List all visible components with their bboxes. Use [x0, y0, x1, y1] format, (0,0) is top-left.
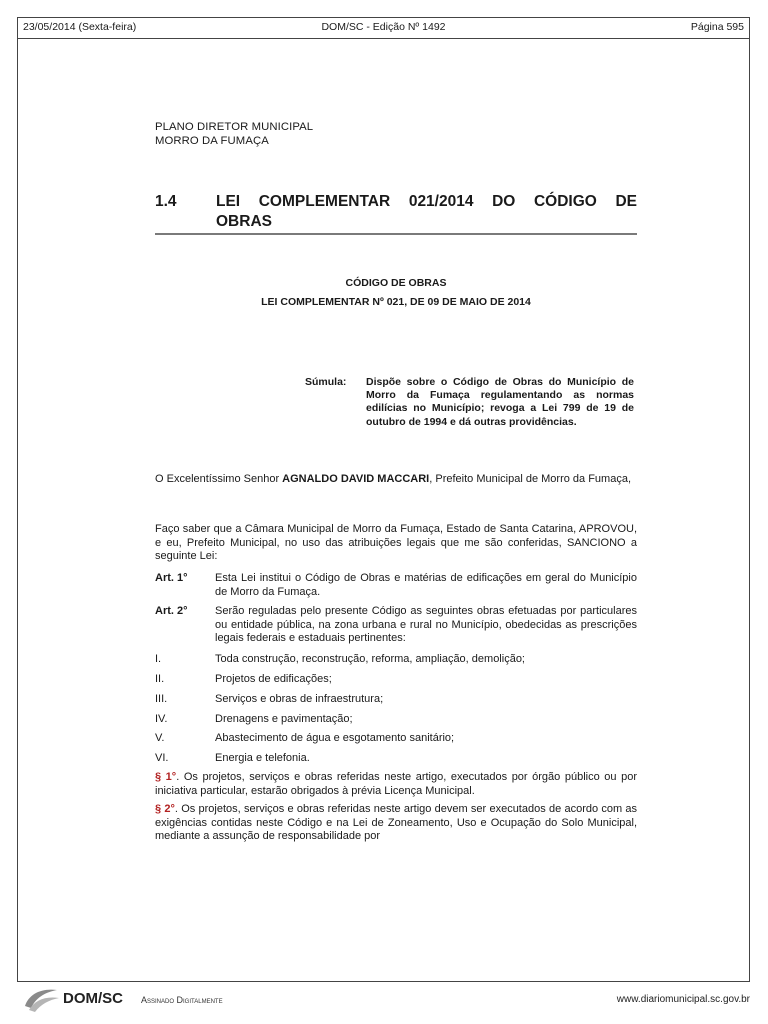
- enactment-paragraph: Faço saber que a Câmara Municipal de Morro da Fumaça, Estado de Santa Catarina, APROVOU, e eu, Prefeito Municipal, no uso das atribuições legais que me são conferidas, SANCIONO a seguinte Lei:: [155, 523, 637, 562]
- list-item: [155, 653, 637, 667]
- preheader-line-2: MORRO DA FUMAÇA: [155, 135, 269, 147]
- dom-logo-icon: [23, 986, 61, 1012]
- list-item: [155, 693, 637, 707]
- article-1: [155, 572, 637, 599]
- list-item-text: Toda construção, reconstrução, reforma, ampliação, demolição;: [215, 653, 525, 665]
- section-divider: [155, 233, 637, 235]
- preheader-line-1: PLANO DIRETOR MUNICIPAL: [155, 121, 314, 133]
- article-1-label: Art. 1°: [155, 572, 188, 584]
- section-number: 1.4: [155, 193, 177, 210]
- intro-paragraph: [155, 473, 637, 487]
- list-item-text: Drenagens e pavimentação;: [215, 713, 353, 725]
- list-item-text: Serviços e obras de infraestrutura;: [215, 693, 384, 705]
- article-2: [155, 605, 637, 646]
- sumula-label: Súmula:: [305, 376, 347, 388]
- paragraph-1-text: . Os projetos, serviços e obras referidas neste artigo, executados por órgão público ou por iniciativa particular, estarão obrigados à prévia Licença Municipal.: [155, 771, 637, 797]
- mayor-name: AGNALDO DAVID MACCARI: [282, 473, 430, 485]
- section-title-line-1: LEI COMPLEMENTAR 021/2014 DO CÓDIGO DE: [216, 193, 637, 210]
- header-edition: DOM/SC - Edição Nº 1492: [321, 21, 446, 33]
- list-item-number: I.: [155, 653, 162, 665]
- law-title: LEI COMPLEMENTAR Nº 021, DE 09 DE MAIO DE 2014: [261, 296, 531, 308]
- section-title-line-2: OBRAS: [216, 213, 272, 230]
- list-item-text: Abastecimento de água e esgotamento sanitário;: [215, 732, 455, 744]
- page-footer: [17, 984, 750, 1014]
- intro-suffix: , Prefeito Municipal de Morro da Fumaça,: [429, 473, 632, 485]
- list-item-number: IV.: [155, 713, 168, 725]
- article-2-text: Serão reguladas pelo presente Código as seguintes obras efetuadas por particulares ou entidade pública, na zona urbana e rural no Município, obedecidas as prescrições legais federais e estaduais pertinentes:: [215, 605, 637, 644]
- header-date: 23/05/2014 (Sexta-feira): [23, 21, 137, 33]
- list-item-number: III.: [155, 693, 168, 705]
- list-item-number: VI.: [155, 752, 169, 764]
- page-header: [17, 17, 750, 39]
- list-item-number: II.: [155, 673, 165, 685]
- list-item: [155, 732, 637, 746]
- list-item-text: Projetos de edificações;: [215, 673, 332, 685]
- code-title: CÓDIGO DE OBRAS: [345, 277, 447, 289]
- list-item: [155, 752, 637, 766]
- article-1-text: Esta Lei institui o Código de Obras e matérias de edificações em geral do Município de Morro da Fumaça.: [215, 572, 637, 598]
- list-item-number: V.: [155, 732, 165, 744]
- list-item: [155, 713, 637, 727]
- list-item-text: Energia e telefonia.: [215, 752, 310, 764]
- dom-logo-text: DOM/SC: [63, 990, 123, 1007]
- paragraph-2-text: . Os projetos, serviços e obras referidas neste artigo devem ser executados de acordo com as exigências contidas neste Código e na Lei de Zoneamento, Uso e Ocupação do Solo Municipal, mediante a assunção de responsabilidade por: [155, 803, 637, 842]
- document-preheader: [155, 120, 313, 148]
- sumula-text: Dispõe sobre o Código de Obras do Município de Morro da Fumaça regulamentando as normas edilícias no Município; revoga a Lei 799 de 19 de outubro de 1994 e dá outras providências.: [366, 376, 634, 428]
- article-2-label: Art. 2°: [155, 605, 188, 617]
- intro-prefix: O Excelentíssimo Senhor: [155, 473, 283, 485]
- paragraph-2-symbol: § 2°: [155, 803, 175, 815]
- signed-digitally-label: Assinado Digitalmente: [141, 995, 223, 1005]
- paragraph-2: [155, 803, 637, 844]
- section-heading: [155, 192, 637, 232]
- paragraph-1: [155, 771, 637, 798]
- list-item: [155, 673, 637, 687]
- header-page-number: Página 595: [690, 21, 744, 33]
- paragraph-1-symbol: § 1°: [155, 771, 177, 783]
- footer-url-link[interactable]: www.diariomunicipal.sc.gov.br: [616, 994, 750, 1005]
